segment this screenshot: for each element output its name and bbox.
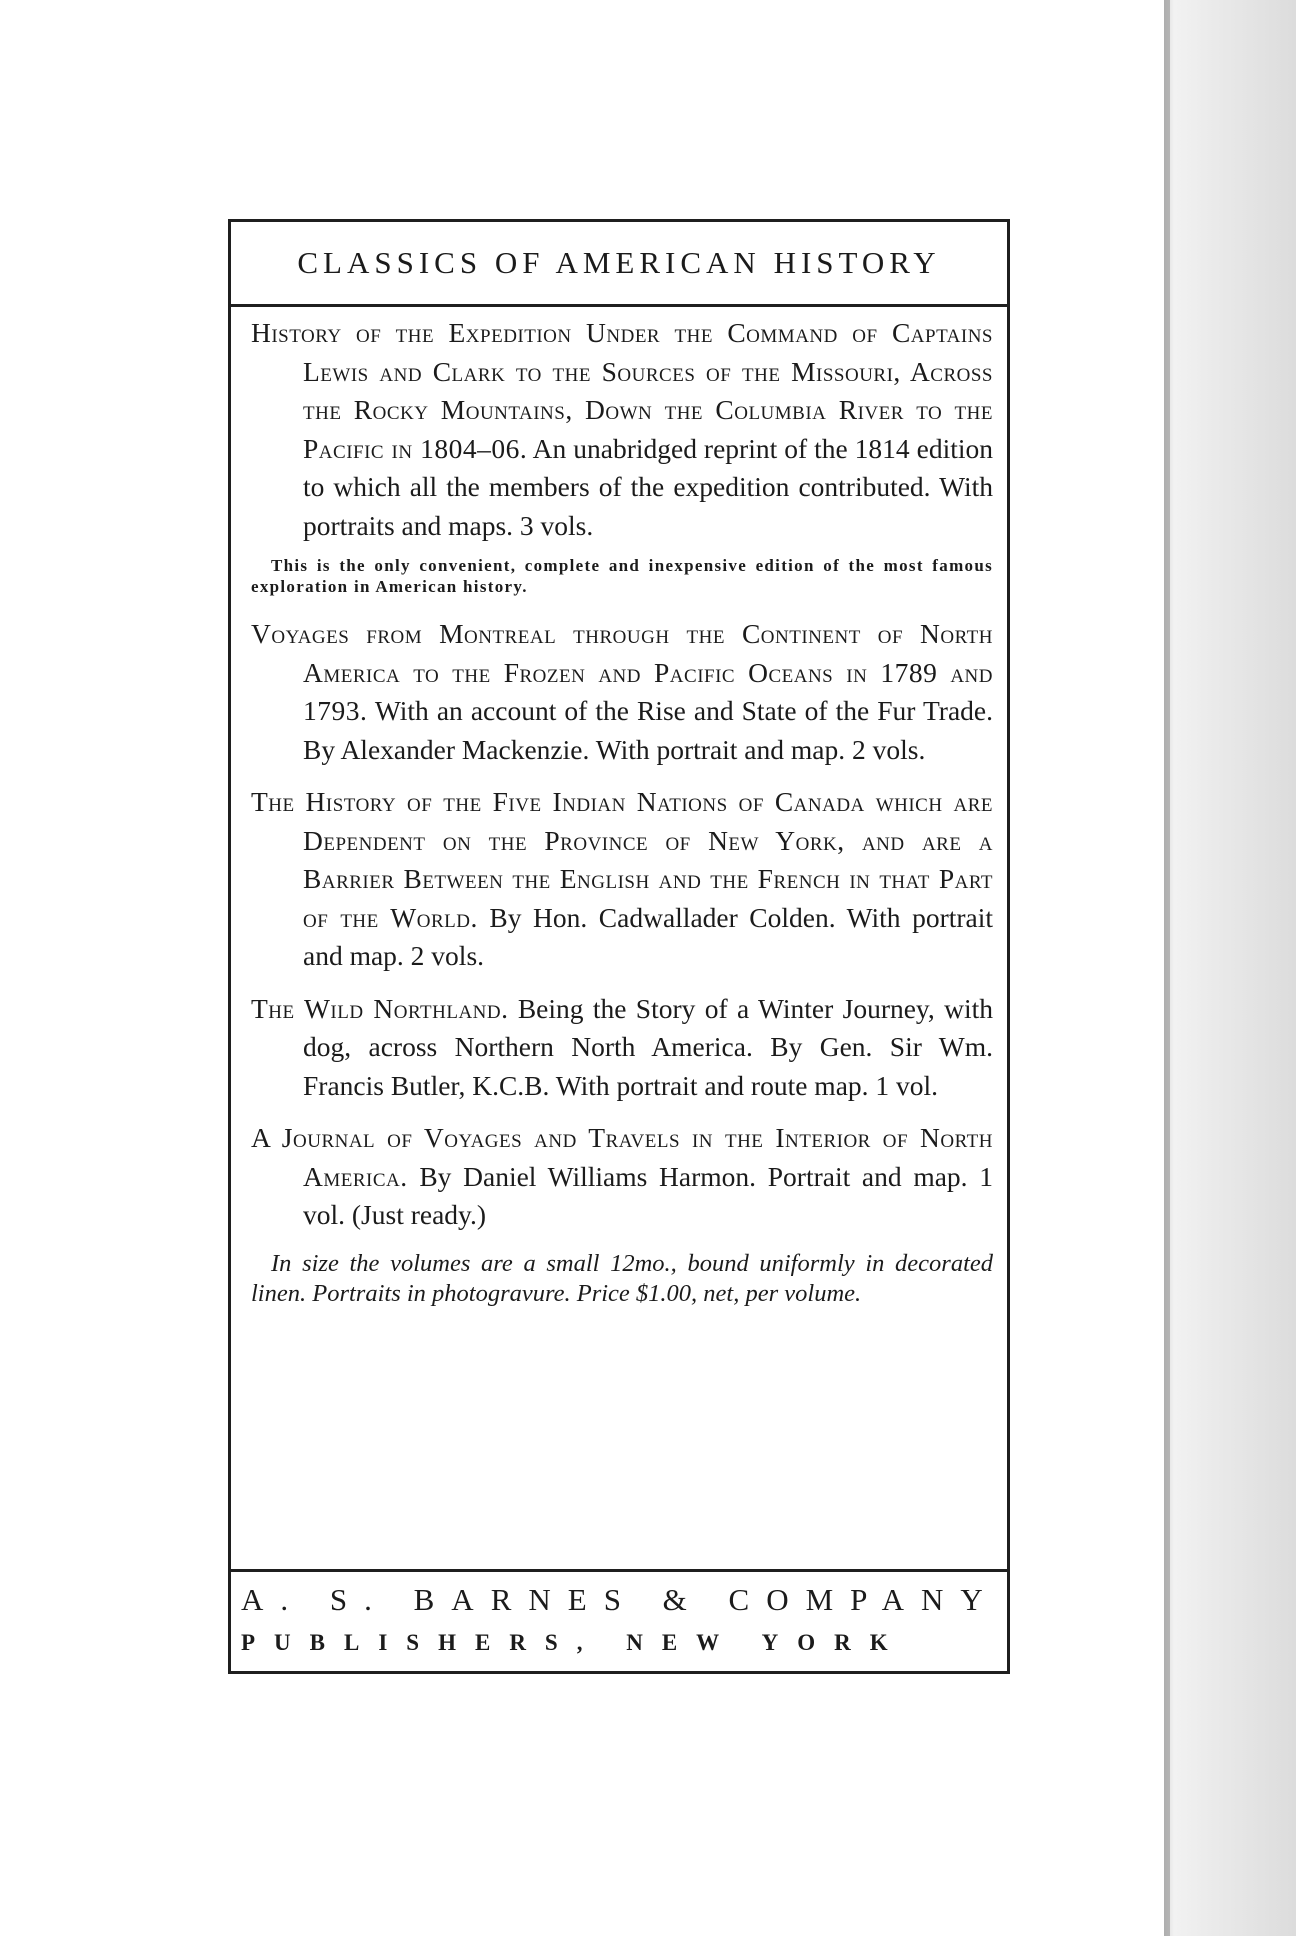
book-title: The History of the Five Indian Nations of Canada which are Dependent on the Province of New York, and are a Barrier Between the English and the French in that Part of the World. bbox=[251, 786, 993, 933]
book-list bbox=[251, 314, 993, 1494]
adjacent-page-edge bbox=[1164, 0, 1296, 1936]
book-entry-five-nations bbox=[251, 783, 993, 976]
book-entry-mackenzie bbox=[251, 615, 993, 769]
book-title: The Wild Northland. bbox=[251, 992, 509, 1024]
book-entry-harmon bbox=[251, 1119, 993, 1235]
publisher-place: PUBLISHERS, NEW YORK bbox=[241, 1630, 907, 1655]
book-entry-wild-northland bbox=[251, 990, 993, 1106]
series-title: CLASSICS OF AMERICAN HISTORY bbox=[231, 222, 1007, 307]
book-note: This is the only convenient, complete and inexpensive edition of the most famous exploration in American history. bbox=[251, 556, 993, 596]
advertisement-box bbox=[228, 219, 1010, 1674]
book-description: By Daniel Williams Harmon. Portrait and map. 1 vol. (Just ready.) bbox=[303, 1160, 994, 1230]
book-description: Being the Story of a Winter Journey, with dog, across Northern North America. By Gen. Sir Wm. Francis Butler, K.C.B. With portrait and route map. 1 vol. bbox=[303, 992, 993, 1101]
book-description: By Hon. Cadwallader Colden. With portrait and map. 2 vols. bbox=[303, 901, 994, 971]
book-title: A Journal of Voyages and Travels in the Interior of North America. bbox=[251, 1122, 993, 1192]
book-title: Voyages from Montreal through the Continent of North America to the Frozen and Pacific Oceans in 1789 and 1793. bbox=[251, 618, 993, 726]
book-description: With an account of the Rise and State of the Fur Trade. By Alexander Mackenzie. With portrait and map. 2 vols. bbox=[303, 695, 993, 765]
volume-details-note: In size the volumes are a small 12mo., bound uniformly in decorated linen. Portraits in photogravure. Price $1.00, net, per volume. bbox=[251, 1249, 993, 1307]
book-title: History of the Expedition Under the Command of Captains Lewis and Clark to the Sources of the Missouri, Across the Rocky Mountains, Down the Columbia River to the Pacific in 1804–06. bbox=[251, 317, 993, 464]
book-entry-lewis-clark bbox=[251, 314, 993, 545]
publisher-name: A. S. BARNES & COMPANY bbox=[241, 1582, 1000, 1617]
book-description: An unabridged reprint of the 1814 edition to which all the members of the expedition contributed. With portraits and maps. 3 vols. bbox=[303, 432, 993, 541]
publisher-block bbox=[231, 1569, 1007, 1671]
